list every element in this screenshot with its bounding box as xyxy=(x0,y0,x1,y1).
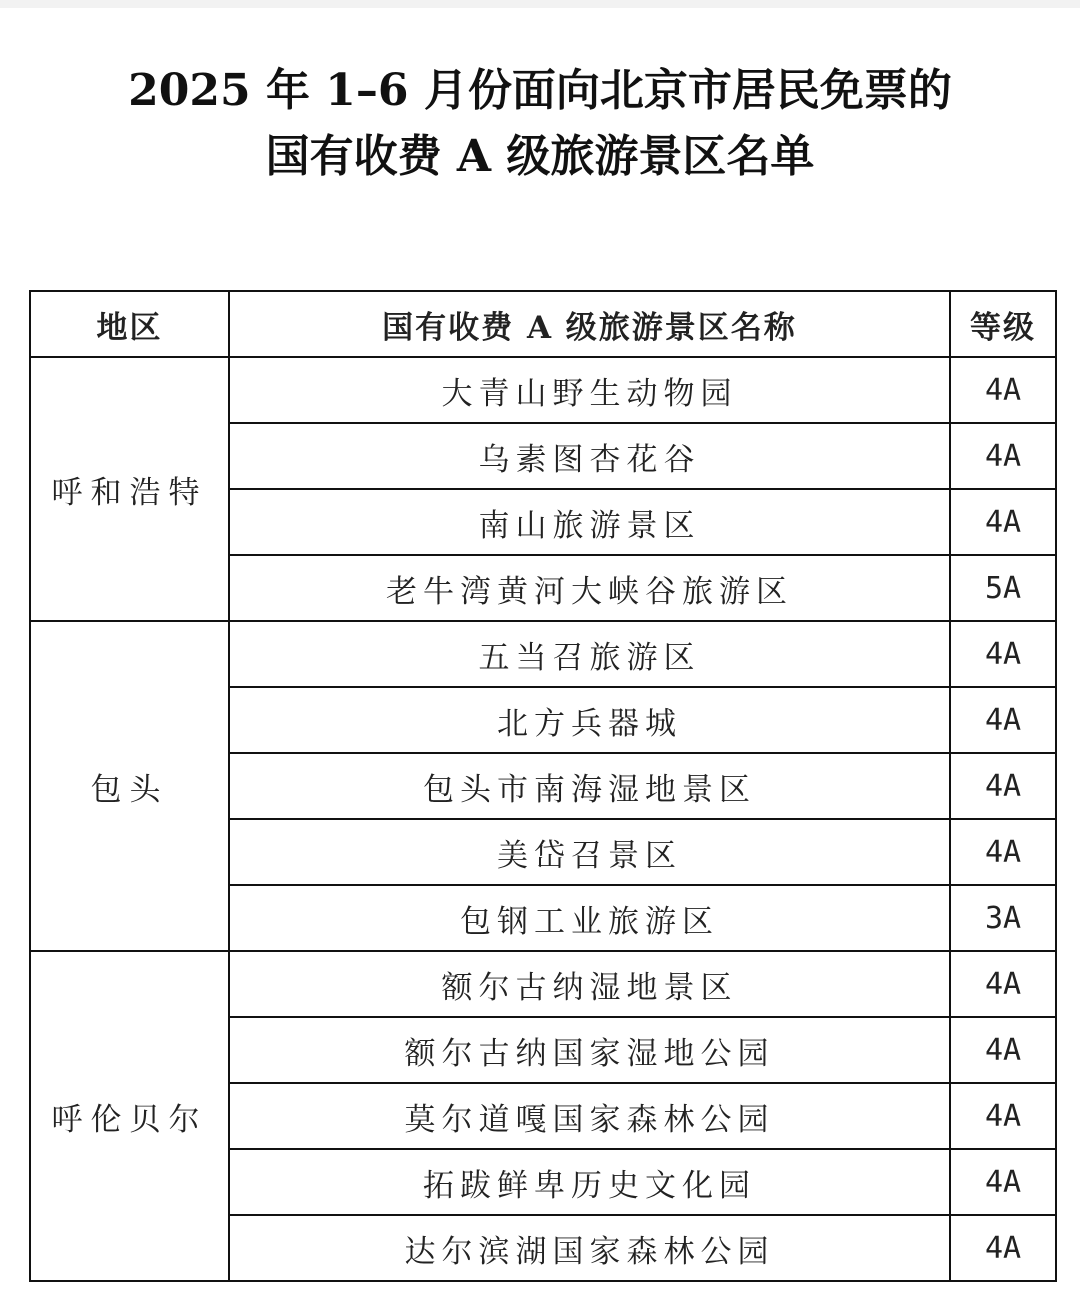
grade-cell: 4A xyxy=(950,621,1056,687)
table-row xyxy=(30,951,1056,1017)
header-name: 国有收费 A 级旅游景区名称 xyxy=(229,291,950,357)
grade-cell: 3A xyxy=(950,885,1056,951)
grade-cell: 4A xyxy=(950,753,1056,819)
scenic-name-cell: 美岱召景区 xyxy=(229,819,950,885)
grade-cell: 4A xyxy=(950,1017,1056,1083)
scenic-name-cell: 包钢工业旅游区 xyxy=(229,885,950,951)
scenic-name-cell: 五当召旅游区 xyxy=(229,621,950,687)
table-row xyxy=(30,357,1056,423)
grade-cell: 4A xyxy=(950,1215,1056,1281)
grade-cell: 4A xyxy=(950,951,1056,1017)
grade-cell: 4A xyxy=(950,1149,1056,1215)
scenic-name-cell: 包头市南海湿地景区 xyxy=(229,753,950,819)
grade-cell: 4A xyxy=(950,423,1056,489)
scenic-name-cell: 莫尔道嘎国家森林公园 xyxy=(229,1083,950,1149)
grade-cell: 4A xyxy=(950,1083,1056,1149)
grade-cell: 4A xyxy=(950,489,1056,555)
scenic-name-cell: 达尔滨湖国家森林公园 xyxy=(229,1215,950,1281)
document-title xyxy=(0,58,1080,190)
table-header-row xyxy=(30,291,1056,357)
scenic-name-cell: 乌素图杏花谷 xyxy=(229,423,950,489)
region-cell: 包头 xyxy=(30,621,229,951)
scenic-name-cell: 老牛湾黄河大峡谷旅游区 xyxy=(229,555,950,621)
scenic-name-cell: 大青山野生动物园 xyxy=(229,357,950,423)
scenic-name-cell: 额尔古纳国家湿地公园 xyxy=(229,1017,950,1083)
scenic-area-table xyxy=(29,290,1057,1282)
region-cell: 呼和浩特 xyxy=(30,357,229,621)
region-cell: 呼伦贝尔 xyxy=(30,951,229,1281)
scenic-name-cell: 拓跋鲜卑历史文化园 xyxy=(229,1149,950,1215)
top-strip xyxy=(0,0,1080,8)
table-row xyxy=(30,621,1056,687)
grade-cell: 4A xyxy=(950,687,1056,753)
grade-cell: 4A xyxy=(950,357,1056,423)
scenic-name-cell: 额尔古纳湿地景区 xyxy=(229,951,950,1017)
title-line-2: 国有收费 A 级旅游景区名单 xyxy=(265,131,815,182)
grade-cell: 5A xyxy=(950,555,1056,621)
scenic-name-cell: 北方兵器城 xyxy=(229,687,950,753)
header-grade: 等级 xyxy=(950,291,1056,357)
grade-cell: 4A xyxy=(950,819,1056,885)
scenic-name-cell: 南山旅游景区 xyxy=(229,489,950,555)
header-region: 地区 xyxy=(30,291,229,357)
title-line-1: 2025 年 1–6 月份面向北京市居民免票的 xyxy=(128,65,952,116)
